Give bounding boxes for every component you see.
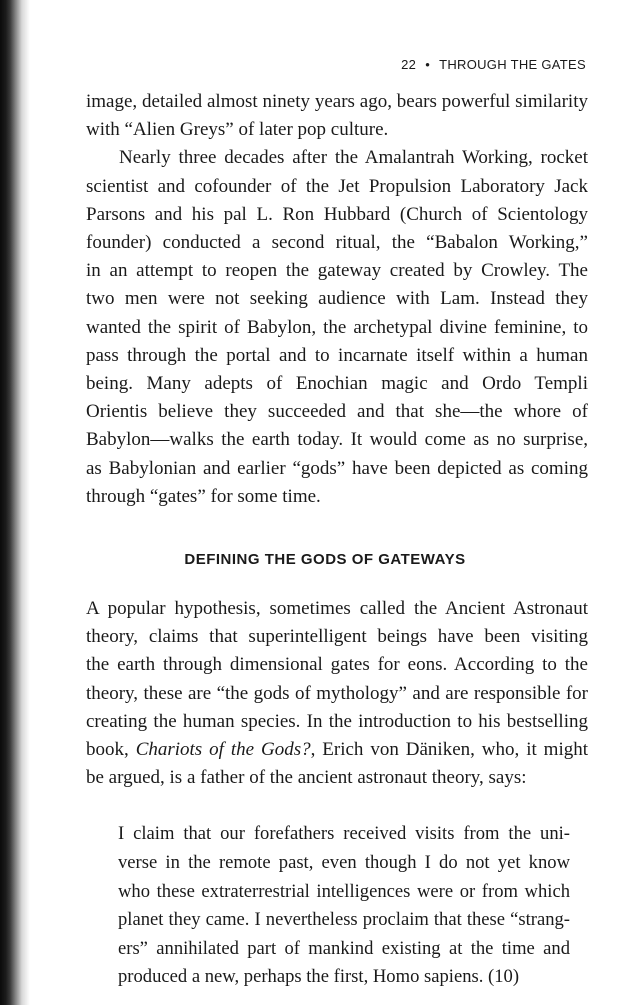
paragraph-3 — [86, 595, 588, 792]
text-line: in an attempt to reopen the gateway created by Crowley. The — [86, 260, 588, 282]
text-line: Nearly three decades after the Amalantrah Working, rocket — [119, 147, 588, 169]
text-line: founder) conducted a second ritual, the “Babalon Working,” — [86, 232, 588, 254]
quote-line: planet they came. I nevertheless proclaim that these “strang- — [118, 909, 570, 931]
quote-line: who these extraterrestrial intelligences were or from which — [118, 880, 570, 902]
text-line: the earth through dimensional gates for eons. According to the — [86, 654, 588, 676]
running-title: THROUGH THE GATES — [439, 57, 586, 72]
text-line: Orientis believe they succeeded and that she—the whore of — [86, 401, 588, 423]
text-segment: , Erich von Däniken, who, it might — [310, 739, 589, 761]
text-line: wanted the spirit of Babylon, the archetypal divine feminine, to — [86, 316, 588, 338]
text-line: two men were not seeking audience with Lam. Instead they — [86, 288, 588, 310]
text-line: creating the human species. In the introduction to his bestselling — [86, 710, 588, 732]
text-line: through “gates” for some time. — [86, 485, 321, 507]
text-line: pass through the portal and to incarnate itself within a human — [86, 344, 588, 366]
paragraph-2 — [86, 144, 588, 511]
quote-line: ers” annihilated part of mankind existing at the time and — [118, 937, 570, 959]
book-spine-shadow — [0, 0, 30, 1005]
text-line: being. Many adepts of Enochian magic and Ordo Templi — [86, 373, 588, 395]
book-title: Chariots of the Gods? — [135, 739, 311, 761]
page-number: 22 — [401, 57, 417, 72]
text-line: theory, these are “the gods of mythology” and are responsible for — [86, 682, 588, 704]
text-line: Babylon—walks the earth today. It would come as no surprise, — [86, 429, 588, 451]
page-body — [86, 88, 588, 992]
running-header — [401, 57, 586, 72]
quote-line: verse in the remote past, even though I do not yet know — [118, 852, 570, 874]
header-bullet: • — [425, 57, 431, 72]
text-line: as Babylonian and earlier “gods” have been depicted as coming — [86, 457, 588, 479]
section-heading: DEFINING THE GODS OF GATEWAYS — [184, 551, 466, 569]
quote-line: produced a new, perhaps the first, Homo sapiens. (10) — [118, 966, 520, 988]
text-line: image, detailed almost ninety years ago, bears powerful similarity — [86, 91, 588, 112]
text-line-with-book-title — [86, 736, 588, 764]
quote-line: I claim that our forefathers received visits from the uni- — [118, 823, 570, 845]
text-line: with “Alien Greys” of later pop culture. — [86, 119, 389, 141]
text-line: theory, claims that superintelligent beings have been visiting — [86, 626, 588, 648]
text-line: Parsons and his pal L. Ron Hubbard (Church of Scientology — [86, 203, 588, 225]
text-segment: book, — [86, 739, 136, 761]
text-line: be argued, is a father of the ancient astronaut theory, says: — [86, 767, 527, 789]
text-line: A popular hypothesis, sometimes called the Ancient Astronaut — [86, 598, 588, 620]
block-quote — [118, 820, 570, 992]
text-line: scientist and cofounder of the Jet Propulsion Laboratory Jack — [86, 175, 588, 197]
paragraph-1 — [86, 88, 588, 144]
